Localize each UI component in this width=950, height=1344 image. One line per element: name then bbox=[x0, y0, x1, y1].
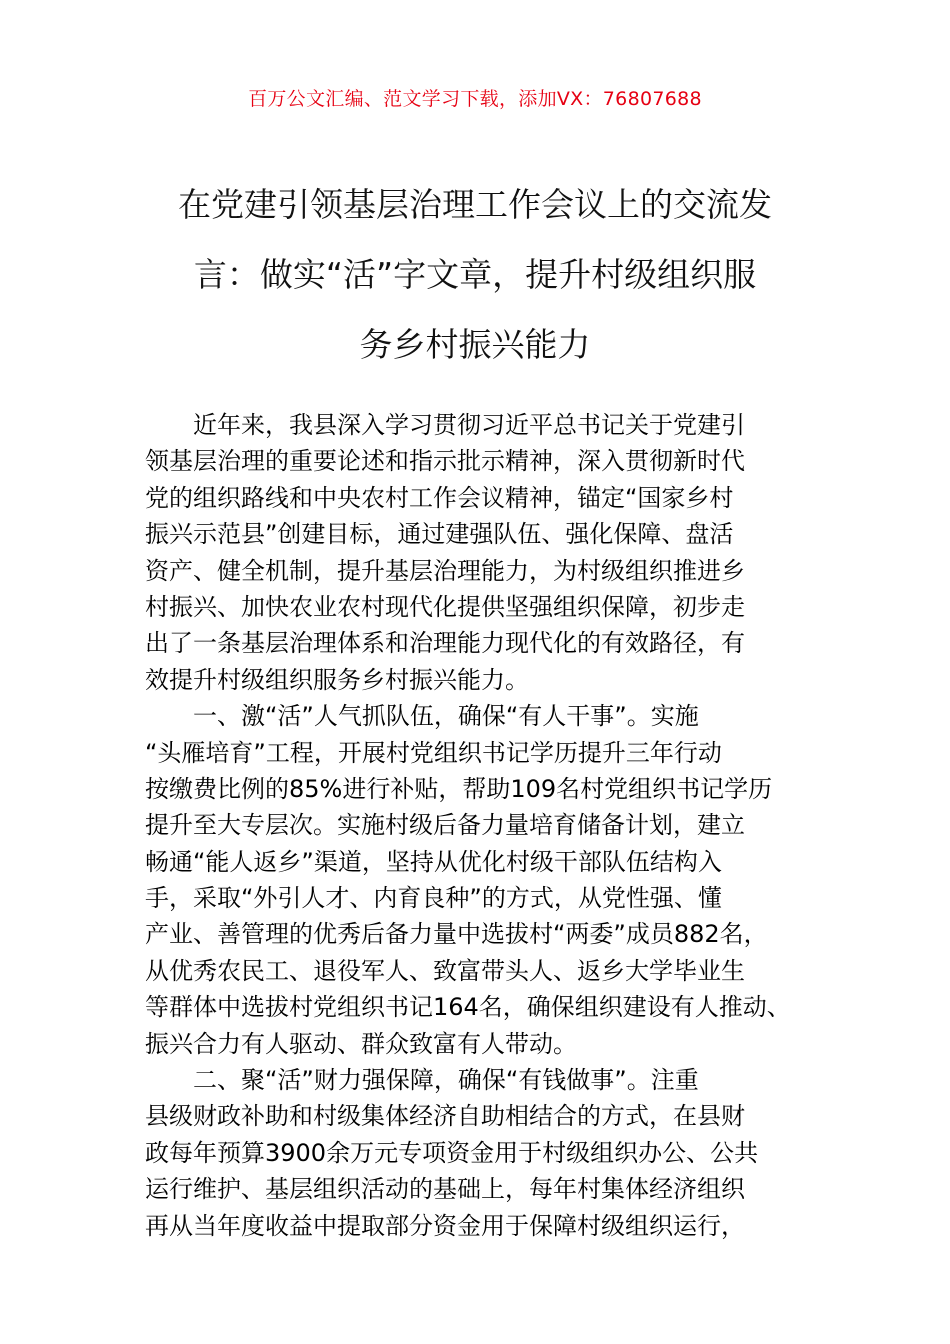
text-line: 运行维护、基层组织活动的基础上，每年村集体经济组织 bbox=[145, 1175, 745, 1204]
text-line: 党的组织路线和中央农村工作会议精神，锚定“国家乡村 bbox=[145, 483, 734, 512]
text-line: 县级财政补助和村级集体经济自助相结合的方式，在县财 bbox=[145, 1102, 745, 1131]
text-line: 提升至大专层次。实施村级后备力量培育储备计划，建立 bbox=[145, 811, 745, 840]
text-line: 效提升村级组织服务乡村振兴能力。 bbox=[145, 665, 529, 694]
title-line: 在党建引领基层治理工作会议上的交流发 bbox=[178, 185, 772, 224]
header-banner: 百万公文汇编、范文学习下载，添加VX：76807688 bbox=[248, 88, 702, 110]
paragraph-intro bbox=[145, 407, 820, 698]
paragraph-section-one bbox=[145, 698, 820, 1062]
document-title bbox=[150, 170, 800, 380]
text-line: 按缴费比例的85%进行补贴，帮助109名村党组织书记学历 bbox=[145, 774, 773, 803]
text-line: 畅通“能人返乡”渠道，坚持从优化村级干部队伍结构入 bbox=[145, 847, 722, 876]
text-line: “头雁培育”工程，开展村党组织书记学历提升三年行动 bbox=[145, 738, 722, 767]
text-line: 领基层治理的重要论述和指示批示精神，深入贯彻新时代 bbox=[145, 447, 745, 476]
text-line: 一、激“活”人气抓队伍，确保“有人干事”。实施 bbox=[193, 702, 699, 731]
text-line: 等群体中选拔村党组织书记164名，确保组织建设有人推动、 bbox=[145, 993, 791, 1022]
text-line: 振兴示范县”创建目标，通过建强队伍、强化保障、盘活 bbox=[145, 520, 734, 549]
text-line: 村振兴、加快农业农村现代化提供坚强组织保障，初步走 bbox=[145, 592, 745, 621]
text-line: 近年来，我县深入学习贯彻习近平总书记关于党建引 bbox=[193, 411, 745, 439]
title-line: 言：做实“活”字文章，提升村级组织服 bbox=[193, 255, 757, 294]
text-line: 出了一条基层治理体系和治理能力现代化的有效路径，有 bbox=[145, 629, 745, 658]
text-line: 政每年预算3900余万元专项资金用于村级组织办公、公共 bbox=[145, 1138, 759, 1167]
text-line: 再从当年度收益中提取部分资金用于保障村级组织运行， bbox=[145, 1211, 745, 1240]
text-line: 二、聚“活”财力强保障，确保“有钱做事”。注重 bbox=[193, 1066, 699, 1095]
document-body bbox=[145, 407, 820, 1244]
text-line: 资产、健全机制，提升基层治理能力，为村级组织推进乡 bbox=[145, 556, 745, 585]
text-line: 手，采取“外引人才、内育良种”的方式，从党性强、懂 bbox=[145, 884, 722, 913]
paragraph-section-two bbox=[145, 1062, 820, 1244]
text-line: 振兴合力有人驱动、群众致富有人带动。 bbox=[145, 1029, 577, 1058]
text-line: 产业、善管理的优秀后备力量中选拔村“两委”成员882名， bbox=[145, 920, 768, 949]
text-line: 从优秀农民工、退役军人、致富带头人、返乡大学毕业生 bbox=[145, 956, 745, 985]
title-line: 务乡村振兴能力 bbox=[359, 325, 591, 364]
